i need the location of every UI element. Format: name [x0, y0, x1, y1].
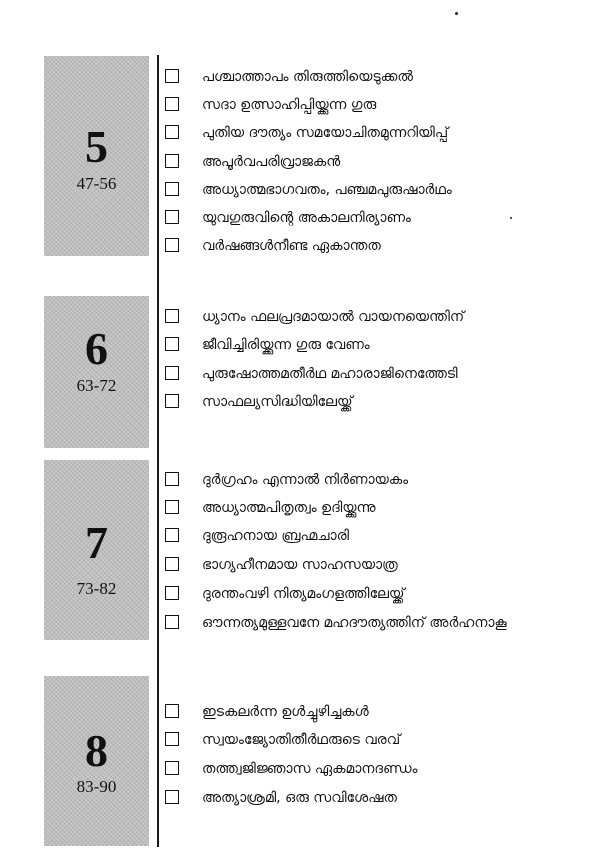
checkbox-icon	[165, 790, 179, 804]
chapter-box	[44, 460, 149, 640]
checkbox-icon	[165, 500, 179, 514]
contents-item-label: പുരുഷോത്തമതീർഥ മഹാരാജിനെത്തേടി	[202, 366, 458, 382]
contents-item-label: ദുരൂഹനായ ബ്രഹ്മചാരി	[202, 528, 350, 544]
vertical-divider	[157, 55, 159, 847]
checkbox-icon	[165, 154, 179, 168]
checkbox-icon	[165, 182, 179, 196]
checkbox-icon	[165, 97, 179, 111]
contents-item-label: ഇടകലർന്ന ഉൾച്ചുഴിച്ചകൾ	[202, 704, 369, 720]
contents-item-label: സ്വയംജ്യോതിതീർഥരുടെ വരവ്	[202, 732, 401, 748]
checkbox-icon	[165, 472, 179, 486]
checkbox-icon	[165, 366, 179, 380]
checkbox-icon	[165, 528, 179, 542]
chapter-number: 7	[85, 517, 108, 568]
checkbox-icon	[165, 586, 179, 600]
contents-item-label: അധ്യാത്മഭാഗവതം, പഞ്ചമപുരുഷാർഥം	[202, 182, 452, 198]
chapter-page-range: 73-82	[76, 579, 117, 598]
contents-item-label: യുവഗുരുവിന്റെ അകാലനിര്യാണം	[202, 210, 411, 226]
checkbox-icon	[165, 557, 179, 571]
contents-item-label: ഭാഗ്യഹീനമായ സാഹസയാത്ര	[202, 557, 398, 573]
scan-speck	[510, 217, 512, 219]
contents-item-label: അത്യാശ്രമി, ഒരു സവിശേഷത	[202, 790, 397, 806]
chapter-box	[44, 56, 149, 256]
chapter-number: 5	[85, 121, 108, 172]
contents-item-label: അപൂർവപരിവ്രാജകൻ	[202, 154, 341, 170]
contents-item-label: ധ്യാനം ഫലപ്രദമായാൽ വായനയെന്തിന്	[202, 309, 465, 325]
checkbox-icon	[165, 761, 179, 775]
chapter-box	[44, 296, 149, 448]
chapter-page-range: 83-90	[76, 777, 117, 796]
checkbox-icon	[165, 309, 179, 323]
checkbox-icon	[165, 125, 179, 139]
contents-item-label: അധ്യാത്മപിതൃത്വം ഉദിയ്ക്കുന്നു	[202, 500, 376, 516]
checkbox-icon	[165, 238, 179, 252]
scan-speck	[455, 12, 458, 15]
contents-item-label: ദുരന്തംവഴി നിത്യമംഗളത്തിലേയ്ക്ക്	[202, 586, 405, 602]
contents-item-label: പശ്ചാത്താപം തിരുത്തിയെടുക്കൽ	[202, 69, 413, 85]
checkbox-icon	[165, 394, 179, 408]
chapter-number: 6	[85, 323, 108, 374]
contents-item-label: തത്ത്വജിജ്ഞാസ ഏകമാനദണ്ഡം	[202, 761, 418, 777]
checkbox-icon	[165, 615, 179, 629]
contents-item-label: വർഷങ്ങൾനീണ്ട ഏകാന്തത	[202, 238, 381, 254]
contents-item-label: പുതിയ ദൗത്യം സമയോചിതമുന്നറിയിപ്പ്	[202, 125, 449, 141]
chapter-box	[44, 676, 149, 846]
checkbox-icon	[165, 337, 179, 351]
contents-item-label: ജീവിച്ചിരിയ്ക്കുന്ന ഗുരു വേണം	[202, 337, 370, 353]
contents-item-label: സദാ ഉത്സാഹിപ്പിയ്ക്കുന്ന ഗുരു	[202, 97, 377, 113]
contents-item-label: സാഫല്യസിദ്ധിയിലേയ്ക്ക്	[202, 394, 353, 410]
chapter-number: 8	[85, 725, 108, 776]
contents-item-label: ദുർഗ്രഹം എന്നാൽ നിർണായകം	[202, 472, 409, 488]
chapter-page-range: 47-56	[76, 174, 117, 193]
checkbox-icon	[165, 69, 179, 83]
checkbox-icon	[165, 704, 179, 718]
checkbox-icon	[165, 732, 179, 746]
contents-item-label: ഔന്നത്യമുള്ളവനേ മഹദൗത്യത്തിന് അർഹനാകൂ	[202, 615, 507, 631]
checkbox-icon	[165, 210, 179, 224]
chapter-page-range: 63-72	[76, 376, 117, 395]
